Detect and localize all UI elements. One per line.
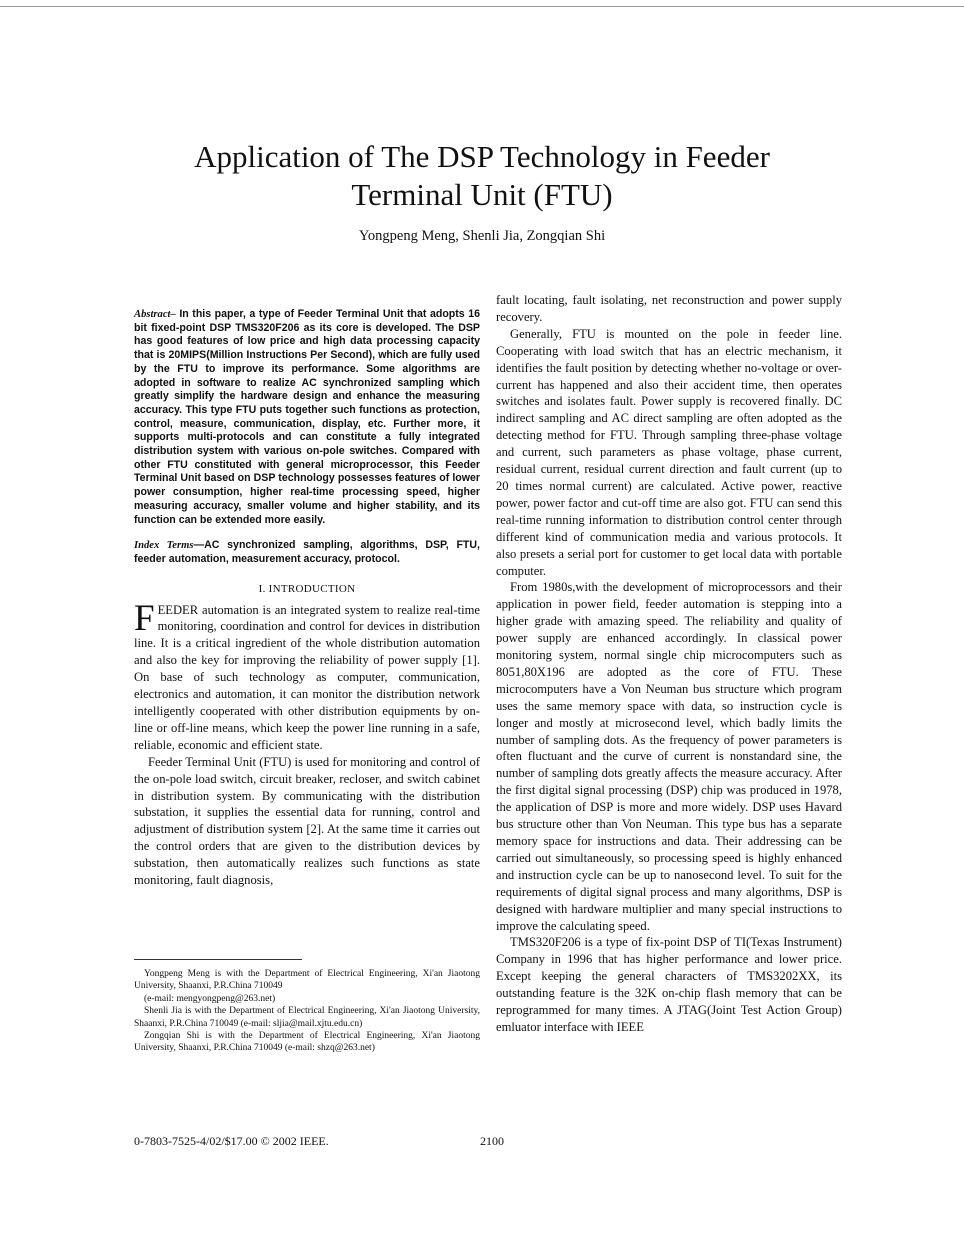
copyright-footer: 0-7803-7525-4/02/$17.00 © 2002 IEEE. <box>134 1134 329 1148</box>
footnote-author-3: Zongqian Shi is with the Department of Electrical Engineering, Xi'an Jiaotong University, Shaanxi, P.R.China 710049 (e-mail: shzq@263.net) <box>134 1031 480 1054</box>
page-number: 2100 <box>480 1134 504 1148</box>
right-paragraph-0: fault locating, fault isolating, net reconstruction and power supply recovery. <box>496 293 842 324</box>
title-line-2: Terminal Unit (FTU) <box>351 177 613 212</box>
right-paragraph-3: TMS320F206 is a type of fix-point DSP of TI(Texas Instrument) Company in 1996 that has higher performance and lower price. Except keeping the general characters of TMS3202XX, its outstanding feature is the 32K on-chip flash memory that can be reprogrammed for many times. A JTAG(Joint Test Action Group) emluator interface with IEEE <box>496 935 842 1034</box>
paper-title <box>100 138 864 214</box>
abstract <box>134 308 480 527</box>
index-terms-heading: Index Terms <box>134 540 194 552</box>
footnote-author-1-email: (e-mail: mengyongpeng@263.net) <box>144 993 276 1004</box>
footnote-author-2: Shenli Jia is with the Department of Electrical Engineering, Xi'an Jiaotong University, Shaanxi, P.R.China 710049 (e-mail: sljia@mail.xjtu.edu.cn) <box>134 1006 480 1029</box>
right-column <box>496 292 842 1036</box>
section-heading-introduction: I. INTRODUCTION <box>258 582 356 595</box>
footnote-rule <box>134 959 302 960</box>
intro-paragraph-1-text: EEDER automation is an integrated system to realize real-time monitoring, coordination and control for devices in distribution line. It is a critical ingredient of the whole distribution automation and also the key for improving the reliability of power supply [1]. On base of such technology as computer, communication, electronics and automation, it can monitor the distribution network intelligently cooperated with other distribution equipments by on-line or off-line means, which keep the power line running in a safe, reliable, economic and efficient state. <box>134 602 480 752</box>
right-paragraph-1: Generally, FTU is mounted on the pole in feeder line. Cooperating with load switch that has an electric mechanism, it identifies the fault position by detecting whether no-voltage or over-current has happened and also their accident time, then operates switches and isolates fault. Power supply is recovered finally. DC indirect sampling and AC direct sampling are often adopted as the detecting method for FTU. Through sampling three-phase voltage and current, such parameters as phase voltage, phase current, residual current, residual current direction and fault current (up to 20 times normal current) are calculated. Active power, reactive power, power factor and cut-off time are also got. FTU can send this real-time running information to distribution control center through different kind of communication media and various protocols. It also presets a serial port for customer to get local data with portable computer. <box>496 326 842 578</box>
index-terms <box>134 539 480 566</box>
right-paragraph-2: From 1980s,with the development of microprocessors and their application in power field, feeder automation is stepping into a higher grade with amazing speed. The reliability and quality of power supply are enhanced accordingly. In classical power monitoring system, normal single chip microcomputers such as 8051,80X196 are adopted as the core of FTU. These microcomputers have a Von Neuman bus structure which program uses the same memory space with data, so instruction cycle is longer and mostly at microsecond level, which badly limits the number of sampling dots. As the frequency of power parameters is often fluctuant and the curve of current is nonstandard sine, the number of sampling dots greatly affects the measure accuracy. After the first digital signal processing (DSP) chip was produced in 1978, the application of DSP is more and more widely. DSP uses Havard bus structure other than Von Neuman. This type bus has a separate memory space for instructions and data. Their addressing can be carried out simultaneously, so processing speed is highly enhanced and instruction cycle can be up to nanosecond level. To suit for the requirements of digital signal process and many algorithms, DSP is designed with hardware multiplier and many special instructions to improve the calculating speed. <box>496 580 842 933</box>
drop-cap: F <box>134 597 155 639</box>
intro-paragraph-1 <box>134 597 480 754</box>
intro-paragraph-2: Feeder Terminal Unit (FTU) is used for monitoring and control of the on-pole load switch, circuit breaker, recloser, and switch cabinet in distribution system. By communicating with the distribution substation, it supplies the essential data for running, control and adjustment of distribution system [2]. At the same time it carries out the control orders that are given to the distribution devices by substation, then automatically realizes such functions as state monitoring, fault diagnosis, <box>134 754 480 888</box>
author-list: Yongpeng Meng, Shenli Jia, Zongqian Shi <box>358 228 606 244</box>
left-column <box>134 308 480 889</box>
abstract-heading: Abstract– <box>134 309 176 320</box>
footnote-author-1: Yongpeng Meng is with the Department of Electrical Engineering, Xi'an Jiaotong University, Shaanxi, P.R.China 710049 <box>134 969 480 992</box>
abstract-text: In this paper, a type of Feeder Terminal Unit that adopts 16 bit fixed-point DSP TMS320F206 as its core is developed. The DSP has good features of low price and high data processing capacity that is 20MIPS(Million Instructions Per Second), which are fully used by the FTU to improve its performance. Some algorithms are adopted in software to realize AC synchronized sampling which greatly simplify the hardware design and enhance the measuring accuracy. This type FTU puts together such functions as protection, control, measure, communication, display, etc. Further more, it supports multi-protocols and can constitute a fully integrated distribution system with various on-pole switches. Compared with other FTU constituted with general microprocessor, this Feeder Terminal Unit based on DSP technology possesses features of lower power consumption, higher real-time processing speed, higher measuring accuracy, smaller volume and higher stability, and its function can be extended more easily. <box>134 308 480 526</box>
index-terms-text: —AC synchronized sampling, algorithms, DSP, FTU, feeder automation, measurement accuracy, protocol. <box>134 539 480 565</box>
title-line-1: Application of The DSP Technology in Feeder <box>194 139 770 174</box>
footnotes <box>134 968 480 1055</box>
top-rule <box>0 6 964 7</box>
